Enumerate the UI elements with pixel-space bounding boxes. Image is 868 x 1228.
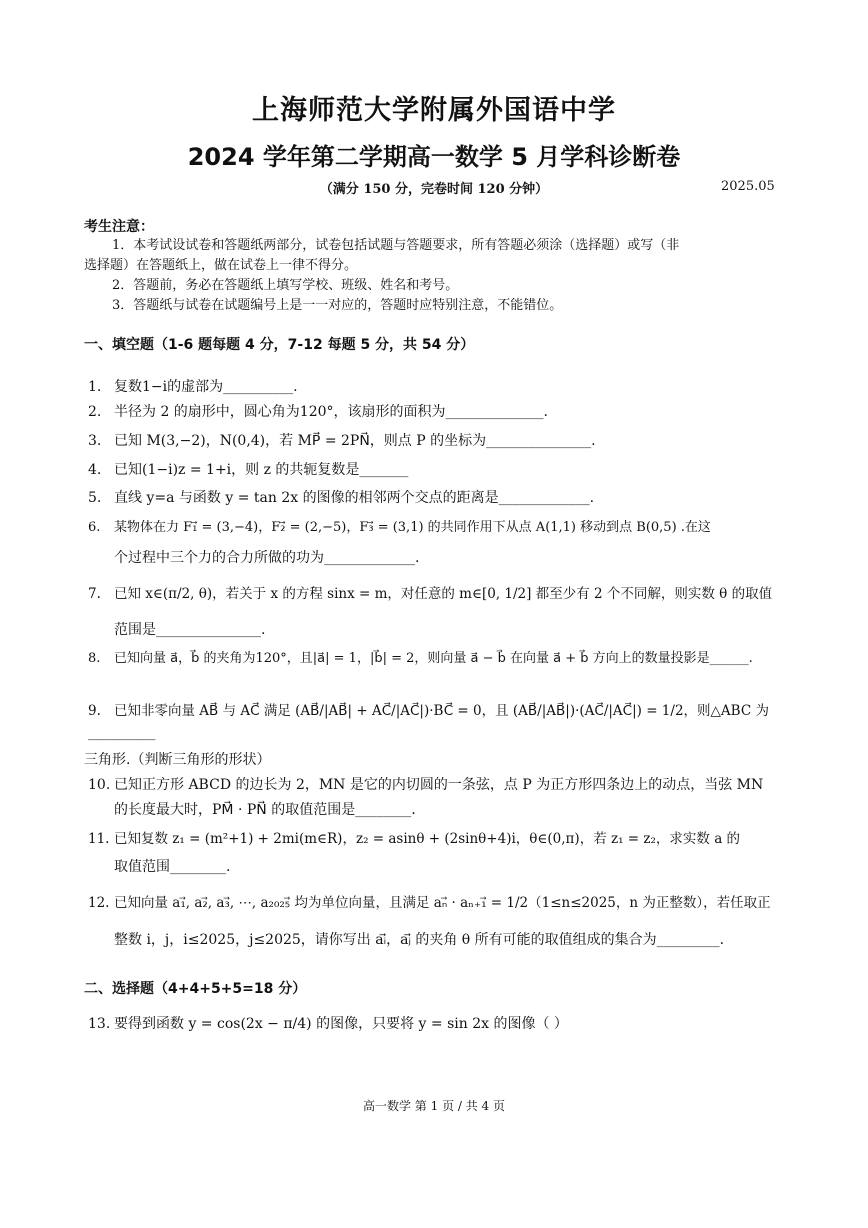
question-text: 已知 M(3,−2)，N(0,4)，若 MP⃗ = 2PN⃗，则点 P 的坐标为_______________.: [114, 433, 596, 449]
question-text: 某物体在力 F₁⃗ = (3,−4)，F₂⃗ = (2,−5)，F₃⃗ = (3,1) 的共同作用下从点 A(1,1) 移动到点 B(0,5) .在这: [114, 520, 711, 535]
question-12-continued: 整数 i，j，i≤2025，j≤2025，请你写出 aᵢ⃗，aⱼ⃗ 的夹角 θ 所有可能的取值组成的集合为_________.: [114, 932, 725, 948]
question-10: [88, 774, 788, 796]
question-9-continued: 三角形.（判断三角形的形状）: [84, 752, 271, 768]
question-text: 要得到函数 y = cos(2x − π/4) 的图像，只要将 y = sin 2x 的图像（ ）: [114, 1016, 568, 1032]
question-number: 11.: [88, 831, 110, 847]
question-9: [88, 700, 788, 744]
question-10-continued: 的长度最大时，PM⃗ · PN⃗ 的取值范围是________.: [114, 802, 416, 818]
question-text: 已知复数 z₁ = (m²+1) + 2mi(m∈R)，z₂ = asinθ + (2sinθ+4)i，θ∈(0,π)，若 z₁ = z₂，求实数 a 的: [114, 831, 741, 847]
question-3: [88, 430, 788, 452]
question-11-continued: 取值范围________.: [114, 859, 231, 875]
question-text: 已知正方形 ABCD 的边长为 2，MN 是它的内切圆的一条弦，点 P 为正方形四条边上的动点，当弦 MN: [114, 777, 764, 793]
question-text: 已知(1−i)z = 1+i，则 z 的共轭复数是_______: [114, 462, 409, 478]
question-number: 8.: [88, 651, 101, 666]
question-number: 12.: [88, 895, 110, 911]
question-text: 复数1−i的虚部为__________.: [114, 379, 298, 395]
question-number: 5.: [88, 490, 102, 506]
question-text: 直线 y=a 与函数 y = tan 2x 的图像的相邻两个交点的距离是_____________.: [114, 490, 595, 506]
question-number: 13.: [88, 1016, 111, 1032]
question-number: 3.: [88, 433, 102, 449]
question-6-continued: 个过程中三个力的合力所做的功为_____________.: [114, 550, 420, 566]
question-7-continued: 范围是_______________.: [114, 622, 266, 638]
exam-date: 2025.05: [721, 179, 775, 194]
section-2-title: 二、选择题（4+4+5+5=18 分）: [84, 981, 307, 997]
question-number: 7.: [88, 586, 101, 602]
notice-item-1a: 1．本考试设试卷和答题纸两部分，试卷包括试题与答题要求，所有答题必须涂（选择题）或写（非: [112, 238, 680, 253]
question-12: [88, 892, 788, 914]
question-2: [88, 401, 788, 423]
question-13: [88, 1013, 788, 1035]
notice-item-2: 2．答题前，务必在答题纸上填写学校、班级、姓名和考号。: [112, 278, 459, 293]
question-text: 已知向量 a₁⃗, a₂⃗, a₃⃗, ⋯, a₂₀₂₅⃗ 均为单位向量，且满足 aₙ⃗ · aₙ₊₁⃗ = 1/2（1≤n≤2025，n 为正整数），若任取正: [114, 895, 771, 911]
question-text: 已知向量 a⃗，b⃗ 的夹角为120°，且|a⃗| = 1，|b⃗| = 2，则向量 a⃗ − b⃗ 在向量 a⃗ + b⃗ 方向上的数量投影是______.: [114, 651, 753, 666]
question-text: 半径为 2 的扇形中，圆心角为120°，该扇形的面积为______________.: [114, 404, 548, 420]
question-4: [88, 459, 788, 481]
question-1: [88, 376, 788, 398]
question-5: [88, 487, 788, 509]
question-8: [88, 648, 788, 670]
question-6: [88, 517, 788, 539]
question-number: 9.: [88, 703, 101, 719]
page-footer: 高一数学 第 1 页 / 共 4 页: [362, 1099, 505, 1113]
question-number: 10.: [88, 777, 111, 793]
question-number: 2.: [88, 404, 102, 420]
question-number: 6.: [88, 520, 101, 535]
notice-item-3: 3．答题纸与试卷在试题编号上是一一对应的，答题时应特别注意，不能错位。: [112, 298, 563, 313]
section-1-title: 一、填空题（1-6 题每题 4 分，7-12 每题 5 分，共 54 分）: [84, 337, 475, 353]
score-time-note: （满分 150 分，完卷时间 120 分钟）: [319, 182, 549, 197]
question-number: 4.: [88, 462, 102, 478]
question-11: [88, 828, 788, 850]
question-text: 已知 x∈(π/2, θ)，若关于 x 的方程 sinx = m，对任意的 m∈[0, 1/2] 都至少有 2 个不同解，则实数 θ 的取值: [114, 586, 773, 602]
exam-title: 2024 学年第二学期高一数学 5 月学科诊断卷: [187, 143, 681, 171]
school-title: 上海师范大学附属外国语中学: [252, 95, 616, 126]
question-number: 1.: [88, 379, 102, 395]
notice-item-1b: 选择题）在答题纸上，做在试卷上一律不得分。: [84, 258, 358, 273]
question-7: [88, 583, 788, 605]
notice-heading: 考生注意：: [84, 219, 154, 235]
question-text: 已知非零向量 AB⃗ 与 AC⃗ 满足 (AB⃗/|AB⃗| + AC⃗/|AC⃗|)·BC⃗ = 0，且 (AB⃗/|AB⃗|)·(AC⃗/|AC⃗|) = 1/2，则△ABC 为__________: [88, 703, 769, 741]
